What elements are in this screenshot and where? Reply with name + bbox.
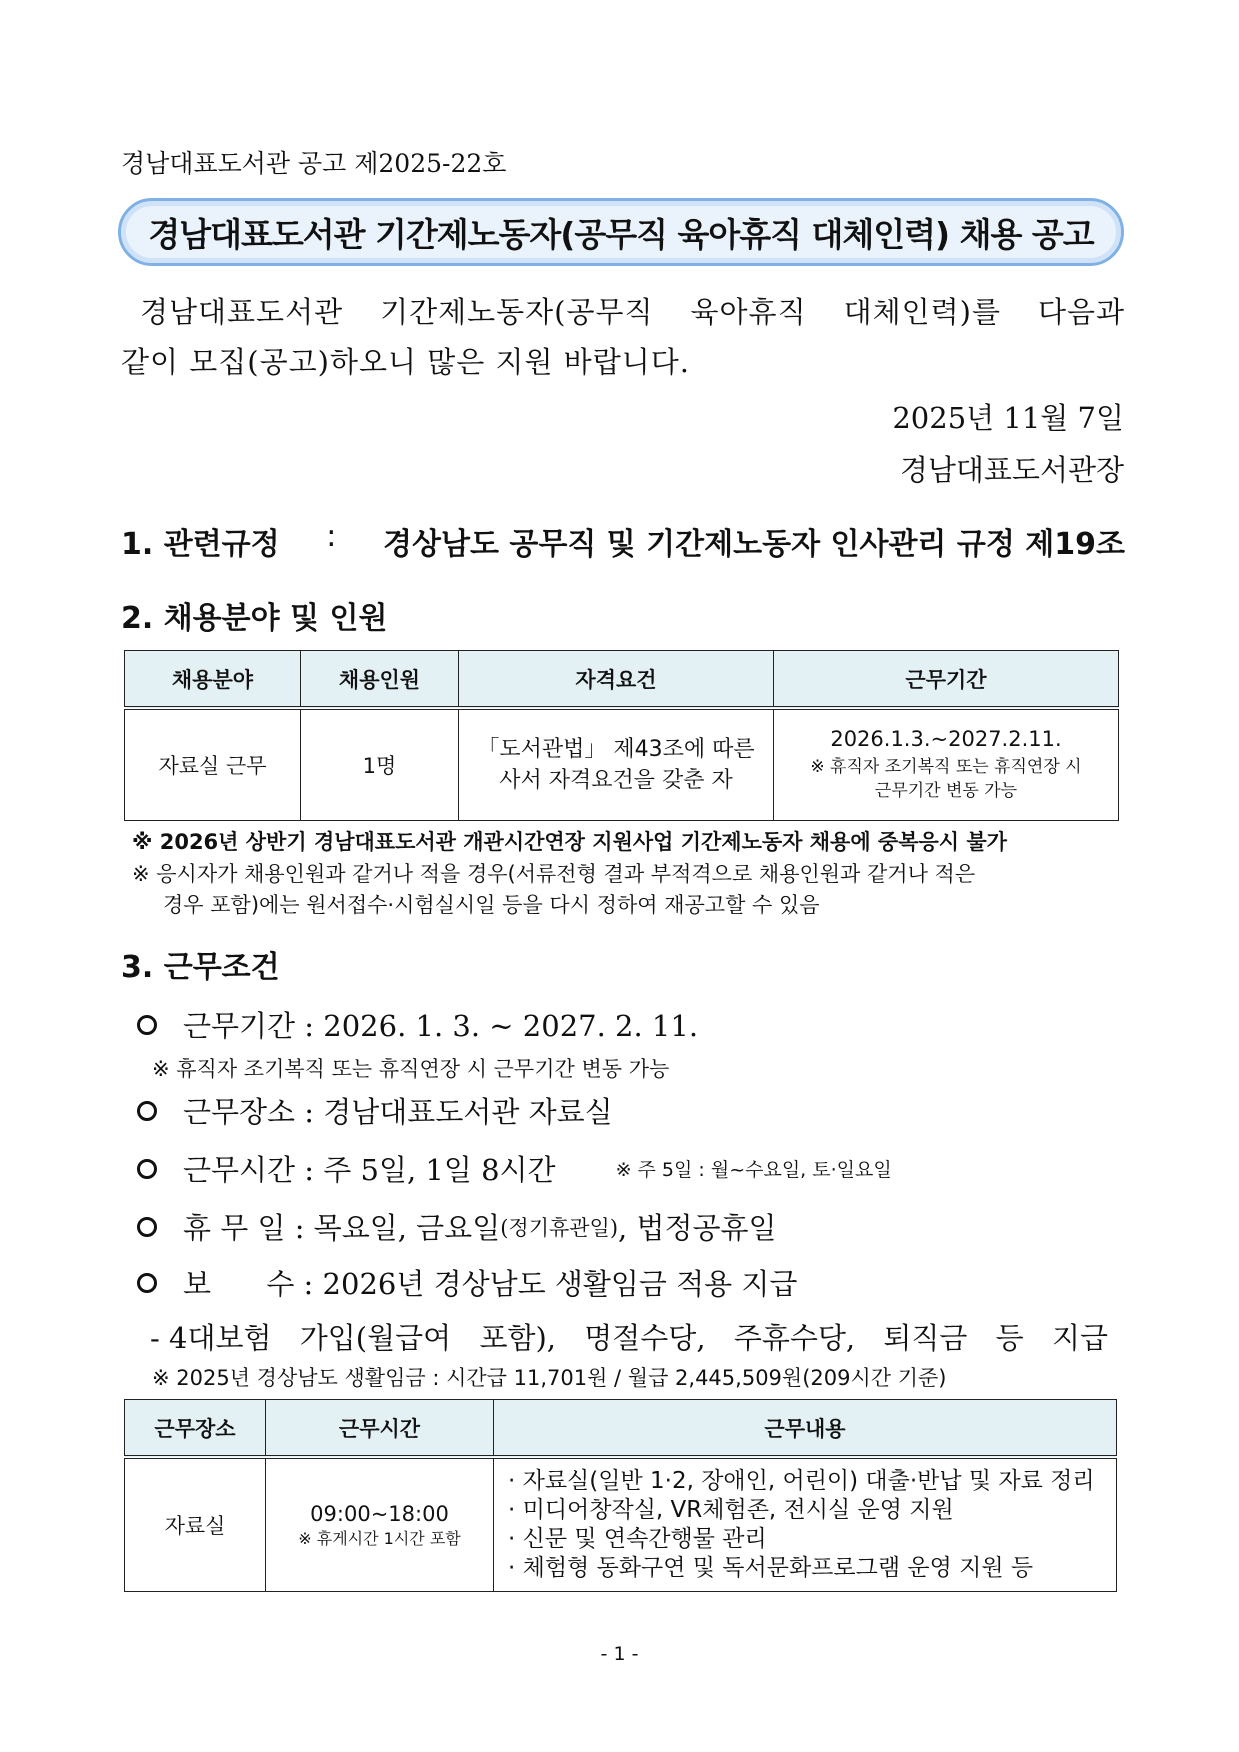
- duplicate-application-note: ※ 2026년 상반기 경남대표도서관 개관시간연장 지원사업 기간제노동자 채용에 중복응시 불가: [132, 830, 1007, 854]
- pay-word: 가입(월급여: [299, 1321, 452, 1355]
- section-1-label: 1. 관련규정: [121, 527, 280, 562]
- table-header-row: [125, 651, 1119, 709]
- pay-word: 명절수당,: [584, 1321, 706, 1355]
- section-1-text: 경상남도 공무직 및 기간제노동자 인사관리 규정 제19조: [383, 527, 1125, 562]
- circle-bullet-icon: [137, 1217, 157, 1237]
- intro-line-2: 같이 모집(공고)하오니 많은 지원 바랍니다.: [121, 345, 690, 379]
- notice-number: 경남대표도서관 공고 제2025-22호: [121, 149, 507, 178]
- condition-place: [137, 1090, 613, 1131]
- duty-item: · 자료실(일반 1·2, 장애인, 어린이) 대출·반납 및 자료 정리: [508, 1468, 1095, 1494]
- circle-bullet-icon: [137, 1015, 157, 1035]
- recruitment-table: [124, 650, 1119, 821]
- intro-word: 다음과: [1037, 295, 1125, 329]
- table-header: 근무장소: [125, 1400, 266, 1458]
- table-header: 근무내용: [494, 1400, 1117, 1458]
- table-header: 채용분야: [125, 651, 301, 709]
- table-header: 근무기간: [774, 651, 1119, 709]
- living-wage-note: ※ 2025년 경상남도 생활임금 : 시간급 11,701원 / 월급 2,445,509원(209시간 기준): [152, 1366, 947, 1390]
- title-banner: [118, 198, 1124, 266]
- table-header: 자격요건: [459, 651, 774, 709]
- pay-word: 퇴직금: [883, 1321, 968, 1355]
- condition-pay: [137, 1262, 797, 1303]
- duty-item: · 체험형 동화구연 및 독서문화프로그램 운영 지원 등: [508, 1555, 1034, 1581]
- intro-word: 경남대표도서관: [140, 295, 344, 329]
- duty-item: · 미디어창작실, VR체험존, 전시실 운영 지원: [508, 1497, 954, 1523]
- table-row: [125, 1457, 1117, 1592]
- table-row: [125, 708, 1119, 821]
- condition-text-small: (정기휴관일): [500, 1215, 619, 1240]
- condition-text: 근무시간 : 주 5일, 1일 8시간: [183, 1153, 556, 1187]
- pay-word: 포함),: [479, 1321, 556, 1355]
- notice-date: 2025년 11월 7일: [892, 401, 1124, 435]
- re-announcement-note-cont: 경우 포함)에는 원서접수·시험실시일 등을 다시 정하여 재공고할 수 있음: [163, 893, 820, 917]
- section-2-heading: 2. 채용분야 및 인원: [121, 601, 388, 636]
- table-header-row: [125, 1400, 1117, 1458]
- work-details-table: [124, 1399, 1117, 1592]
- time-cell: [266, 1457, 494, 1592]
- intro-word: 기간제노동자(공무직: [380, 295, 654, 329]
- table-header: 근무시간: [266, 1400, 494, 1458]
- intro-word: 육아휴직: [690, 295, 807, 329]
- period-cell: [774, 708, 1119, 821]
- qualification-cell: [459, 708, 774, 821]
- page-number: - 1 -: [600, 1643, 639, 1665]
- hours-note: ※ 주 5일 : 월~수요일, 토·일요일: [615, 1159, 892, 1181]
- time-value: 09:00~18:00: [310, 1501, 449, 1526]
- pay-detail: [150, 1316, 1108, 1357]
- period-note: ※ 휴직자 조기복직 또는 휴직연장 시: [810, 757, 1082, 777]
- duty-item: · 신문 및 연속간행물 관리: [508, 1526, 767, 1552]
- pay-word: 지급: [1051, 1321, 1108, 1355]
- period-note: ※ 휴직자 조기복직 또는 휴직연장 시 근무기간 변동 가능: [152, 1057, 670, 1081]
- condition-text: 휴 무 일 : 목요일, 금요일: [183, 1211, 501, 1245]
- circle-bullet-icon: [137, 1159, 157, 1179]
- section-1-regulation: [121, 519, 1125, 563]
- condition-text: , 법정공휴일: [618, 1211, 777, 1245]
- condition-period: [137, 1004, 698, 1045]
- period-value: 2026.1.3.~2027.2.11.: [830, 727, 1062, 751]
- signer: 경남대표도서관장: [899, 453, 1124, 487]
- intro-line-1: [140, 290, 1125, 331]
- re-announcement-note: ※ 응시자가 채용인원과 같거나 적을 경우(서류전형 결과 부적격으로 채용인원과 같거나 적은: [132, 862, 976, 886]
- qualification-line: 사서 자격요건을 갖춘 자: [499, 768, 733, 793]
- period-note: 근무기간 변동 가능: [874, 781, 1018, 801]
- place-cell: 자료실: [125, 1457, 266, 1592]
- pay-word: - 4대보험: [150, 1321, 272, 1355]
- pay-word: 등: [995, 1321, 1024, 1355]
- condition-hours: [137, 1148, 892, 1189]
- table-header: 채용인원: [301, 651, 459, 709]
- field-cell: 자료실 근무: [125, 708, 301, 821]
- duties-cell: [494, 1457, 1117, 1592]
- pay-word: 주휴수당,: [733, 1321, 856, 1355]
- intro-word: 대체인력)를: [843, 295, 1001, 329]
- count-cell: 1명: [301, 708, 459, 821]
- page-title: 경남대표도서관 기간제노동자(공무직 육아휴직 대체인력) 채용 공고: [148, 214, 1094, 254]
- qualification-line: 「도서관법」 제43조에 따른: [477, 737, 755, 762]
- condition-text: 근무기간 : 2026. 1. 3. ~ 2027. 2. 11.: [183, 1009, 699, 1043]
- time-note: ※ 휴게시간 1시간 포함: [298, 1528, 461, 1548]
- condition-text: 근무장소 : 경남대표도서관 자료실: [183, 1095, 613, 1129]
- circle-bullet-icon: [137, 1273, 157, 1293]
- condition-text: 보 수 : 2026년 경상남도 생활임금 적용 지급: [183, 1267, 798, 1301]
- circle-bullet-icon: [137, 1101, 157, 1121]
- condition-holiday: [137, 1206, 777, 1247]
- section-1-colon: :: [326, 519, 337, 554]
- section-3-heading: 3. 근무조건: [121, 950, 280, 985]
